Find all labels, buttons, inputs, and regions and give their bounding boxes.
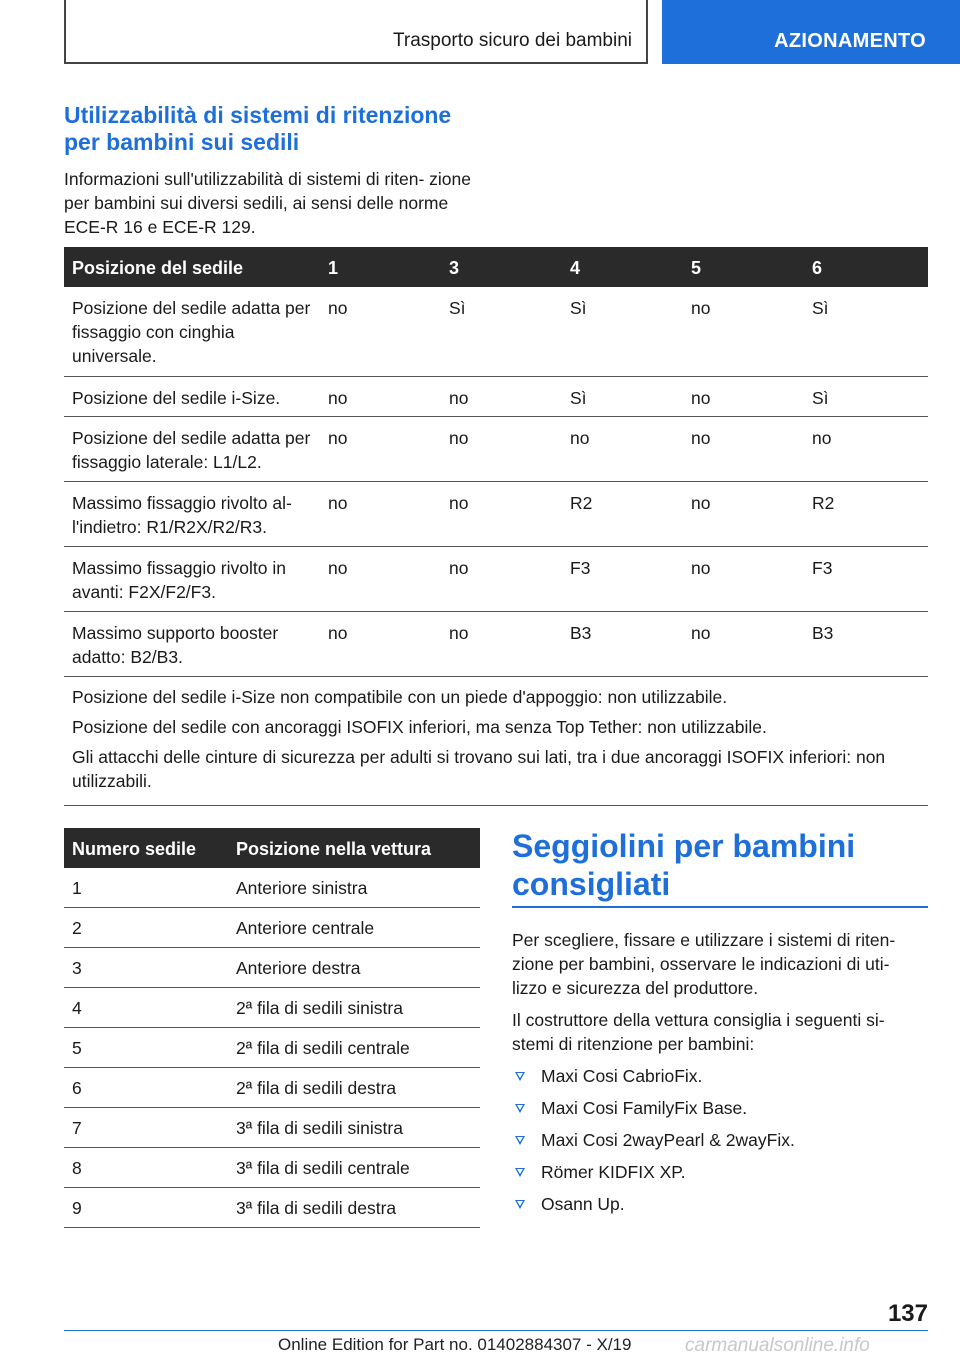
subsection-title: Utilizzabilità di sistemi di ritenzione per bambini sui sedili <box>64 102 452 155</box>
table-row <box>64 377 928 417</box>
table-row <box>64 948 480 988</box>
row-label: Massimo fissaggio rivolto in avanti: F2X/F2/F3. <box>72 558 286 602</box>
seat-position: Anteriore sinistra <box>236 878 368 898</box>
row-label: Massimo supporto booster adatto: B2/B3. <box>72 623 279 667</box>
table-cell: R2 <box>812 493 835 513</box>
header-cell: 1 <box>328 258 339 278</box>
list-item <box>512 1160 928 1184</box>
seat-position: 2ª fila di sedili centrale <box>236 1038 410 1058</box>
seat-number: 4 <box>72 998 82 1018</box>
header-chapter-tab <box>662 0 960 64</box>
table-cell: no <box>328 298 348 318</box>
table-cell: no <box>691 558 711 578</box>
triangle-bullet-icon <box>515 1104 525 1113</box>
table-cell: F3 <box>812 558 833 578</box>
table-cell: B3 <box>570 623 592 643</box>
seat-number: 9 <box>72 1198 82 1218</box>
header-section-title: Trasporto sicuro dei bambini <box>392 30 632 51</box>
list-item-text: Osann Up. <box>541 1194 625 1214</box>
seat-position: 3ª fila di sedili centrale <box>236 1158 410 1178</box>
seat-position: Anteriore centrale <box>236 918 375 938</box>
list-item <box>512 1064 928 1088</box>
table-cell: no <box>449 493 469 513</box>
header-section-box <box>64 0 648 64</box>
table-row <box>64 1068 480 1108</box>
triangle-bullet-icon <box>515 1072 525 1081</box>
section-body <box>512 928 928 1224</box>
table-row <box>64 908 480 948</box>
table-row <box>64 1028 480 1068</box>
seat-position: 2ª fila di sedili sinistra <box>236 998 403 1018</box>
table-cell: Sì <box>570 298 587 318</box>
seat-table <box>64 828 480 1228</box>
table-cell: no <box>328 428 348 448</box>
row-label: Posizione del sedile adatta per fissaggio con cinghia universale. <box>72 298 311 366</box>
footer-edition: Online Edition for Part no. 01402884307 - X/19 <box>278 1335 632 1354</box>
list-item <box>512 1096 928 1120</box>
seat-position: Anteriore destra <box>236 958 361 978</box>
table-cell: no <box>449 623 469 643</box>
list-item-text: Maxi Cosi 2wayPearl & 2wayFix. <box>541 1130 795 1150</box>
table-row <box>64 417 928 482</box>
table-cell: Sì <box>449 298 466 318</box>
seat-table-header <box>64 828 480 868</box>
table-cell: R2 <box>570 493 593 513</box>
table-cell: no <box>328 558 348 578</box>
table-cell: no <box>328 493 348 513</box>
header-cell: Posizione nella vettura <box>236 839 432 859</box>
table-cell: no <box>570 428 590 448</box>
header-cell: Posizione del sedile <box>72 258 244 278</box>
footer-divider <box>64 1330 928 1331</box>
table-note: Posizione del sedile con ancoraggi ISOFIX inferiori, ma senza Top Tether: non utilizzabile. <box>72 717 767 737</box>
seat-position: 2ª fila di sedili destra <box>236 1078 397 1098</box>
table-cell: no <box>691 623 711 643</box>
table-row <box>64 1148 480 1188</box>
seat-position: 3ª fila di sedili destra <box>236 1198 397 1218</box>
triangle-bullet-icon <box>515 1136 525 1145</box>
table-cell: no <box>328 623 348 643</box>
table-row <box>64 1188 480 1228</box>
triangle-bullet-icon <box>515 1200 525 1209</box>
table-row <box>64 287 928 377</box>
suitability-table-header <box>64 247 928 287</box>
table-note: Gli attacchi delle cinture di sicurezza per adulti si trovano sui lati, tra i due ancoraggi ISOFIX inferiori: non utilizzabili. <box>72 747 886 791</box>
table-cell: no <box>691 493 711 513</box>
seat-number: 8 <box>72 1158 82 1178</box>
table-cell: no <box>691 298 711 318</box>
list-item-text: Maxi Cosi CabrioFix. <box>541 1066 703 1086</box>
paragraph: Il costruttore della vettura consiglia i seguenti si- stemi di ritenzione per bambini: <box>512 1010 885 1054</box>
list-item <box>512 1128 928 1152</box>
table-cell: Sì <box>812 388 829 408</box>
table-cell: no <box>449 388 469 408</box>
header-cell: 3 <box>449 258 460 278</box>
table-note: Posizione del sedile i-Size non compatibile con un piede d'appoggio: non utilizzabile. <box>72 687 728 707</box>
watermark: carmanualsonline.info <box>685 1335 870 1356</box>
table-row <box>64 868 480 908</box>
list-item-text: Maxi Cosi FamilyFix Base. <box>541 1098 748 1118</box>
header-chapter-title: AZIONAMENTO <box>774 30 926 52</box>
table-row <box>64 482 928 547</box>
row-label: Massimo fissaggio rivolto al- l'indietro: R1/R2X/R2/R3. <box>72 493 292 537</box>
table-cell: no <box>691 428 711 448</box>
list-item-text: Römer KIDFIX XP. <box>541 1162 686 1182</box>
table-row <box>64 1108 480 1148</box>
table-row <box>64 547 928 612</box>
triangle-bullet-icon <box>515 1168 525 1177</box>
table-cell: no <box>691 388 711 408</box>
suitability-table <box>64 247 928 806</box>
section-title: Seggiolini per bambini consigliati <box>512 828 856 902</box>
seat-number: 1 <box>72 878 82 898</box>
subsection-intro: Informazioni sull'utilizzabilità di sistemi di riten- zione per bambini sui diversi sedili, ai sensi delle norme ECE-R 16 e ECE-R 129. <box>64 169 471 237</box>
row-label: Posizione del sedile adatta per fissaggio laterale: L1/L2. <box>72 428 311 472</box>
paragraph: Per scegliere, fissare e utilizzare i sistemi di riten- zione per bambini, osservare le indicazioni di uti- lizzo e sicurezza del produttore. <box>512 930 896 998</box>
table-notes <box>64 677 928 806</box>
row-label: Posizione del sedile i-Size. <box>72 388 281 408</box>
table-cell: F3 <box>570 558 591 578</box>
seat-number: 5 <box>72 1038 82 1058</box>
table-row <box>64 988 480 1028</box>
table-cell: no <box>812 428 832 448</box>
seat-number: 6 <box>72 1078 82 1098</box>
recommended-seats-list <box>512 1064 928 1216</box>
header-cell: 4 <box>570 258 581 278</box>
page-number: 137 <box>887 1300 928 1327</box>
header-cell: Numero sedile <box>72 839 197 859</box>
seat-position: 3ª fila di sedili sinistra <box>236 1118 403 1138</box>
section-divider <box>512 906 928 908</box>
header-cell: 6 <box>812 258 823 278</box>
seat-number: 7 <box>72 1118 82 1138</box>
seat-number: 2 <box>72 918 82 938</box>
table-cell: no <box>328 388 348 408</box>
table-cell: B3 <box>812 623 834 643</box>
table-cell: Sì <box>812 298 829 318</box>
seat-number: 3 <box>72 958 82 978</box>
table-cell: no <box>449 558 469 578</box>
table-cell: Sì <box>570 388 587 408</box>
list-item <box>512 1192 928 1216</box>
header-cell: 5 <box>691 258 702 278</box>
table-cell: no <box>449 428 469 448</box>
table-row <box>64 612 928 677</box>
